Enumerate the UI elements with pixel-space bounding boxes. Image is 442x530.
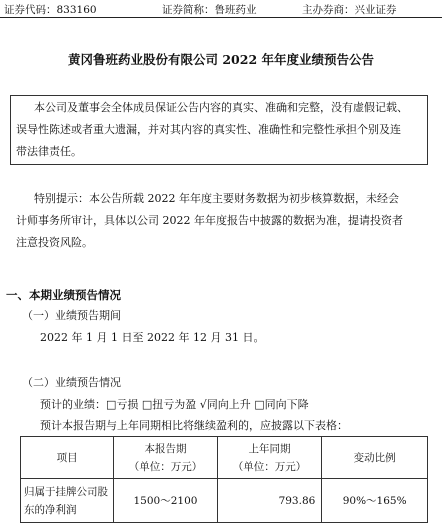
tip-line-3: 注意投资风险。 — [16, 236, 93, 249]
row-prior-value: 793.86 — [217, 479, 322, 523]
tip-line-2: 计师事务所审计，具体以公司 2022 年年度报告中披露的数据为准，提请投资者 — [16, 214, 403, 227]
header-current: 本报告期 （单位：万元） — [114, 437, 218, 479]
section-heading: 一、本期业绩预告情况 — [6, 288, 121, 302]
disclaimer-line-2: 误导性陈述或者重大遗漏，并对其内容的真实性、准确性和完整性承担个别及连 — [16, 123, 401, 136]
compare-line: 预计本报告期与上年同期相比将继续盈利的，应披露以下表格： — [40, 419, 348, 432]
tip-line-1: 特别提示：本公告所载 2022 年年度主要财务数据为初步核算数据，未经会 — [34, 192, 399, 205]
header-change: 变动比例 — [322, 437, 428, 479]
header-divider — [0, 17, 442, 18]
forecast-line: 预计的业绩：□亏损 □扭亏为盈 √同向上升 □同向下降 — [40, 398, 309, 411]
period-heading: （一）业绩预告期间 — [22, 309, 121, 322]
disclaimer-line-3: 带法律责任。 — [16, 145, 82, 158]
status-heading: （二）业绩预告情况 — [22, 376, 121, 389]
stock-code: 证券代码：833160 — [4, 4, 97, 16]
stock-name: 证券简称：鲁班药业 — [162, 4, 257, 16]
forecast-table — [20, 436, 428, 523]
page-title: 黄冈鲁班药业股份有限公司 2022 年年度业绩预告公告 — [68, 52, 374, 67]
header-item: 项目 — [21, 437, 114, 479]
table-row — [21, 479, 428, 523]
disclaimer-line-1: 本公司及董事会全体成员保证公告内容的真实、准确和完整，没有虚假记载、 — [34, 101, 408, 114]
row-change-value: 90%～165% — [322, 479, 428, 523]
table-header-row — [21, 437, 428, 479]
header-prior: 上年同期 （单位：万元） — [217, 437, 322, 479]
row-label: 归属于挂牌公司股 东的净利润 — [21, 479, 114, 523]
row-current-value: 1500～2100 — [114, 479, 218, 523]
broker: 主办券商：兴业证券 — [302, 4, 397, 16]
period-text: 2022 年 1 月 1 日至 2022 年 12 月 31 日。 — [40, 331, 265, 344]
